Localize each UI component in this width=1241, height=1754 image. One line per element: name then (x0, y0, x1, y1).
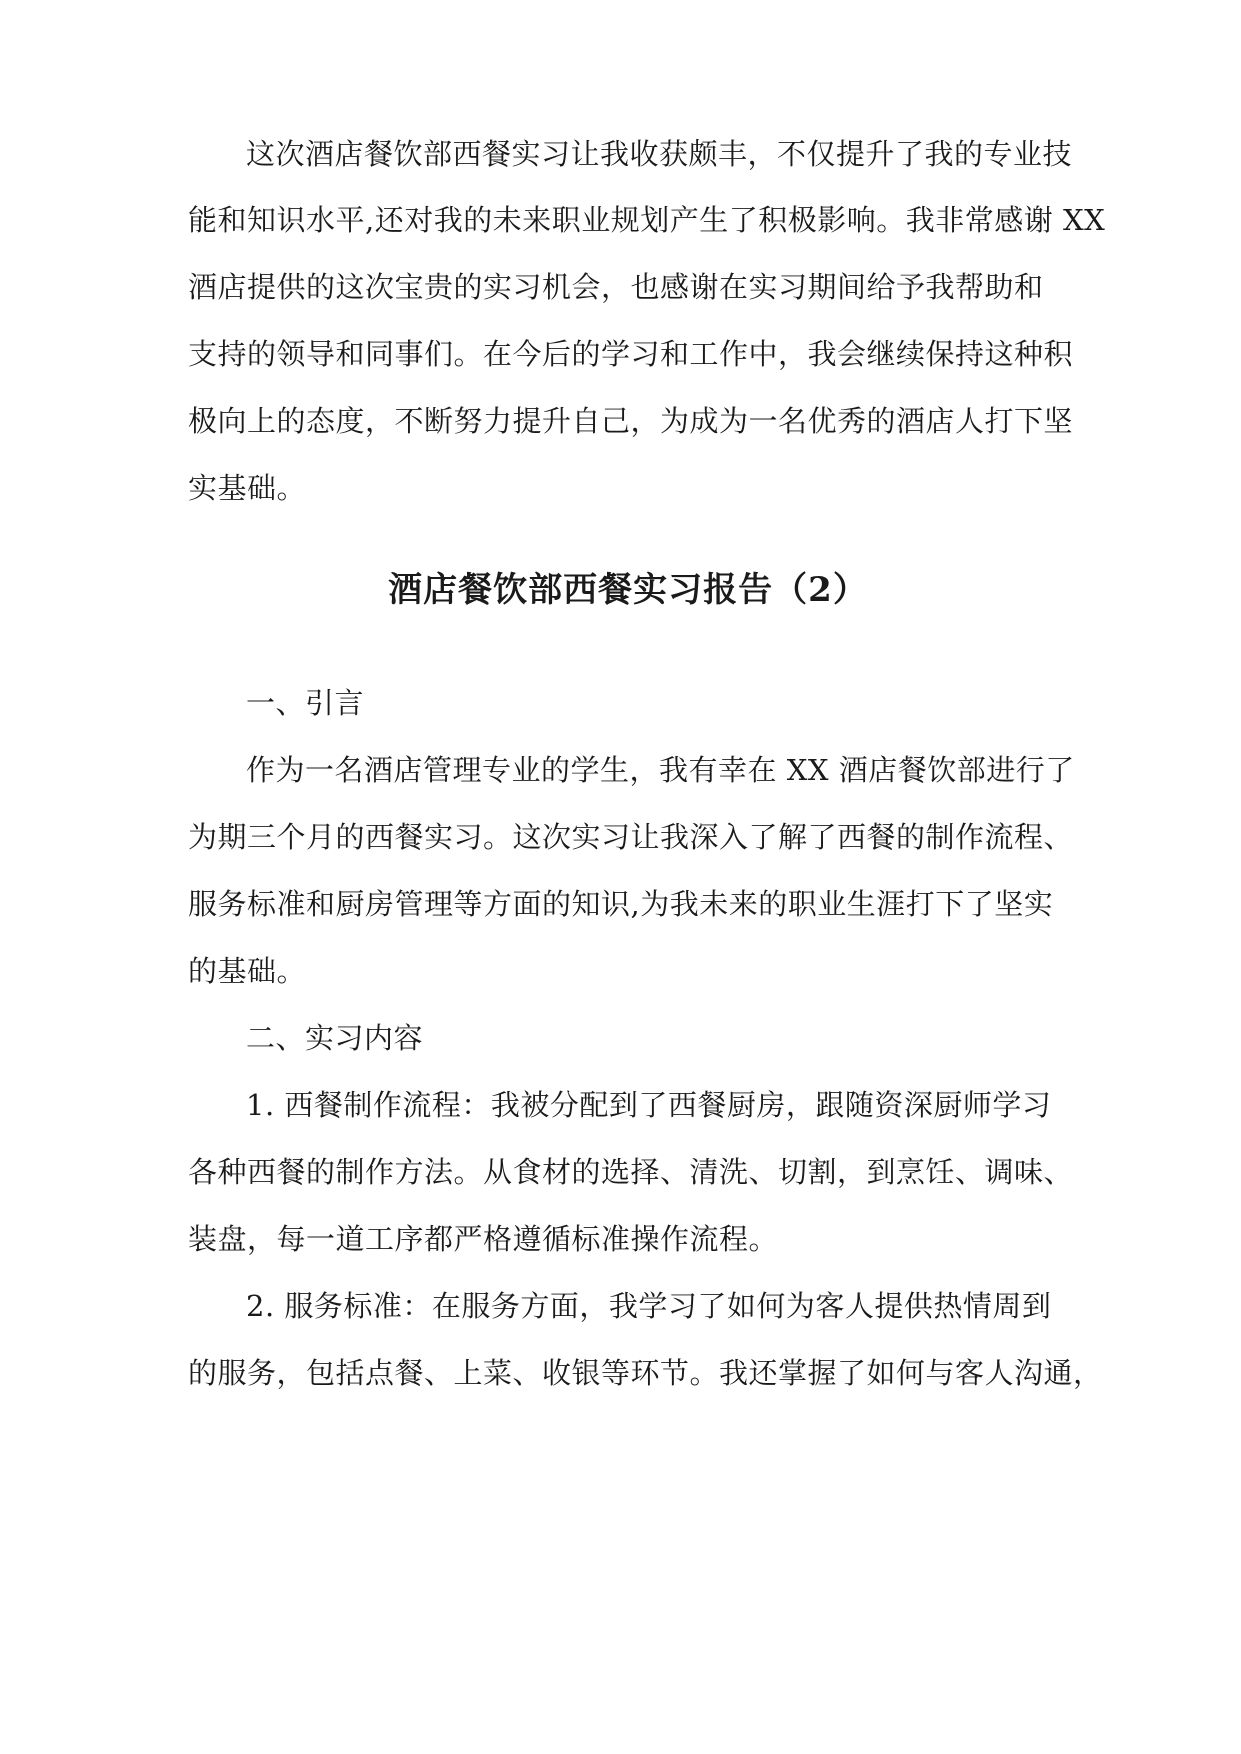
paragraph-line: 支持的领导和同事们。在今后的学习和工作中，我会继续保持这种积 (188, 337, 1074, 371)
paragraph-line: 能和知识水平,还对我的未来职业规划产生了积极影响。我非常感谢 XX (188, 203, 1106, 237)
paragraph-line: 各种西餐的制作方法。从食材的选择、清洗、切割，到烹饪、调味、 (188, 1155, 1074, 1189)
paragraph-line: 酒店提供的这次宝贵的实习机会，也感谢在实习期间给予我帮助和 (188, 270, 1044, 304)
section-heading: 二、实习内容 (246, 1021, 424, 1055)
document-page (188, 0, 1106, 1754)
paragraph-line: 2. 服务标准：在服务方面，我学习了如何为客人提供热情周到 (246, 1289, 1052, 1323)
paragraph-line: 装盘，每一道工序都严格遵循标准操作流程。 (188, 1222, 779, 1256)
paragraph-line: 为期三个月的西餐实习。这次实习让我深入了解了西餐的制作流程、 (188, 820, 1074, 854)
paragraph-line: 极向上的态度，不断努力提升自己，为成为一名优秀的酒店人打下坚 (188, 404, 1074, 438)
paragraph-line: 1. 西餐制作流程：我被分配到了西餐厨房，跟随资深厨师学习 (246, 1088, 1052, 1122)
paragraph-line: 的基础。 (188, 954, 307, 988)
section-heading: 一、引言 (246, 686, 365, 720)
paragraph-line: 服务标准和厨房管理等方面的知识,为我未来的职业生涯打下了坚实 (188, 887, 1054, 921)
report-title: 酒店餐饮部西餐实习报告（2） (388, 570, 868, 610)
paragraph-line: 作为一名酒店管理专业的学生，我有幸在 XX 酒店餐饮部进行了 (246, 753, 1075, 787)
paragraph-line: 这次酒店餐饮部西餐实习让我收获颇丰，不仅提升了我的专业技 (246, 137, 1073, 171)
paragraph-line: 实基础。 (188, 471, 307, 505)
paragraph-line: 的服务，包括点餐、上菜、收银等环节。我还掌握了如何与客人沟通， (188, 1356, 1103, 1390)
